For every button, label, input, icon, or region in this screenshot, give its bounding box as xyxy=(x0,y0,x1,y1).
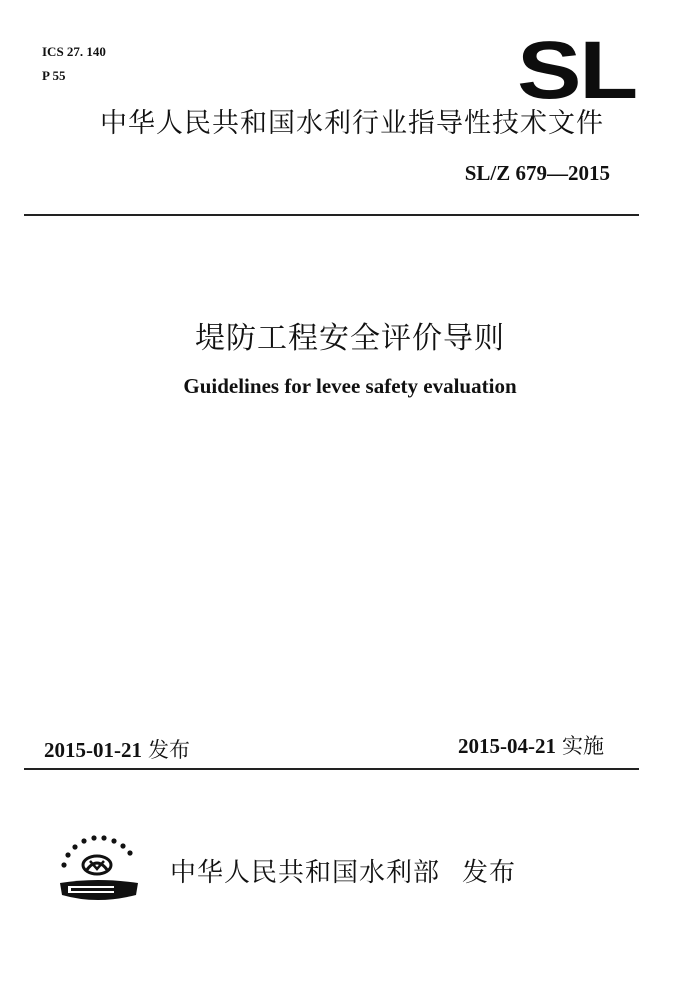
bottom-divider xyxy=(24,768,639,770)
implement-date: 2015-04-21 xyxy=(458,734,556,758)
publish-word: 发布 xyxy=(462,858,517,888)
issue-date-line xyxy=(44,734,190,764)
title-english: Guidelines for levee safety evaluation xyxy=(183,374,517,398)
issue-date: 2015-01-21 xyxy=(44,738,142,762)
implement-word: 实施 xyxy=(562,734,604,758)
issue-word: 发布 xyxy=(148,738,190,762)
publisher-line xyxy=(170,852,516,889)
document-series: 中华人民共和国水利行业指导性技术文件 xyxy=(100,108,604,139)
ics-code: ICS 27. 140 xyxy=(42,44,106,59)
title-chinese: 堤防工程安全评价导则 xyxy=(195,321,505,356)
standard-number: SL/Z 679—2015 xyxy=(464,161,610,185)
ccs-code: P 55 xyxy=(42,68,66,83)
implement-date-line xyxy=(458,730,604,760)
top-divider xyxy=(24,214,639,216)
publisher-name: 中华人民共和国水利部 xyxy=(170,858,441,888)
publisher-seal-icon xyxy=(50,825,145,915)
sl-logo: SL xyxy=(517,25,636,116)
